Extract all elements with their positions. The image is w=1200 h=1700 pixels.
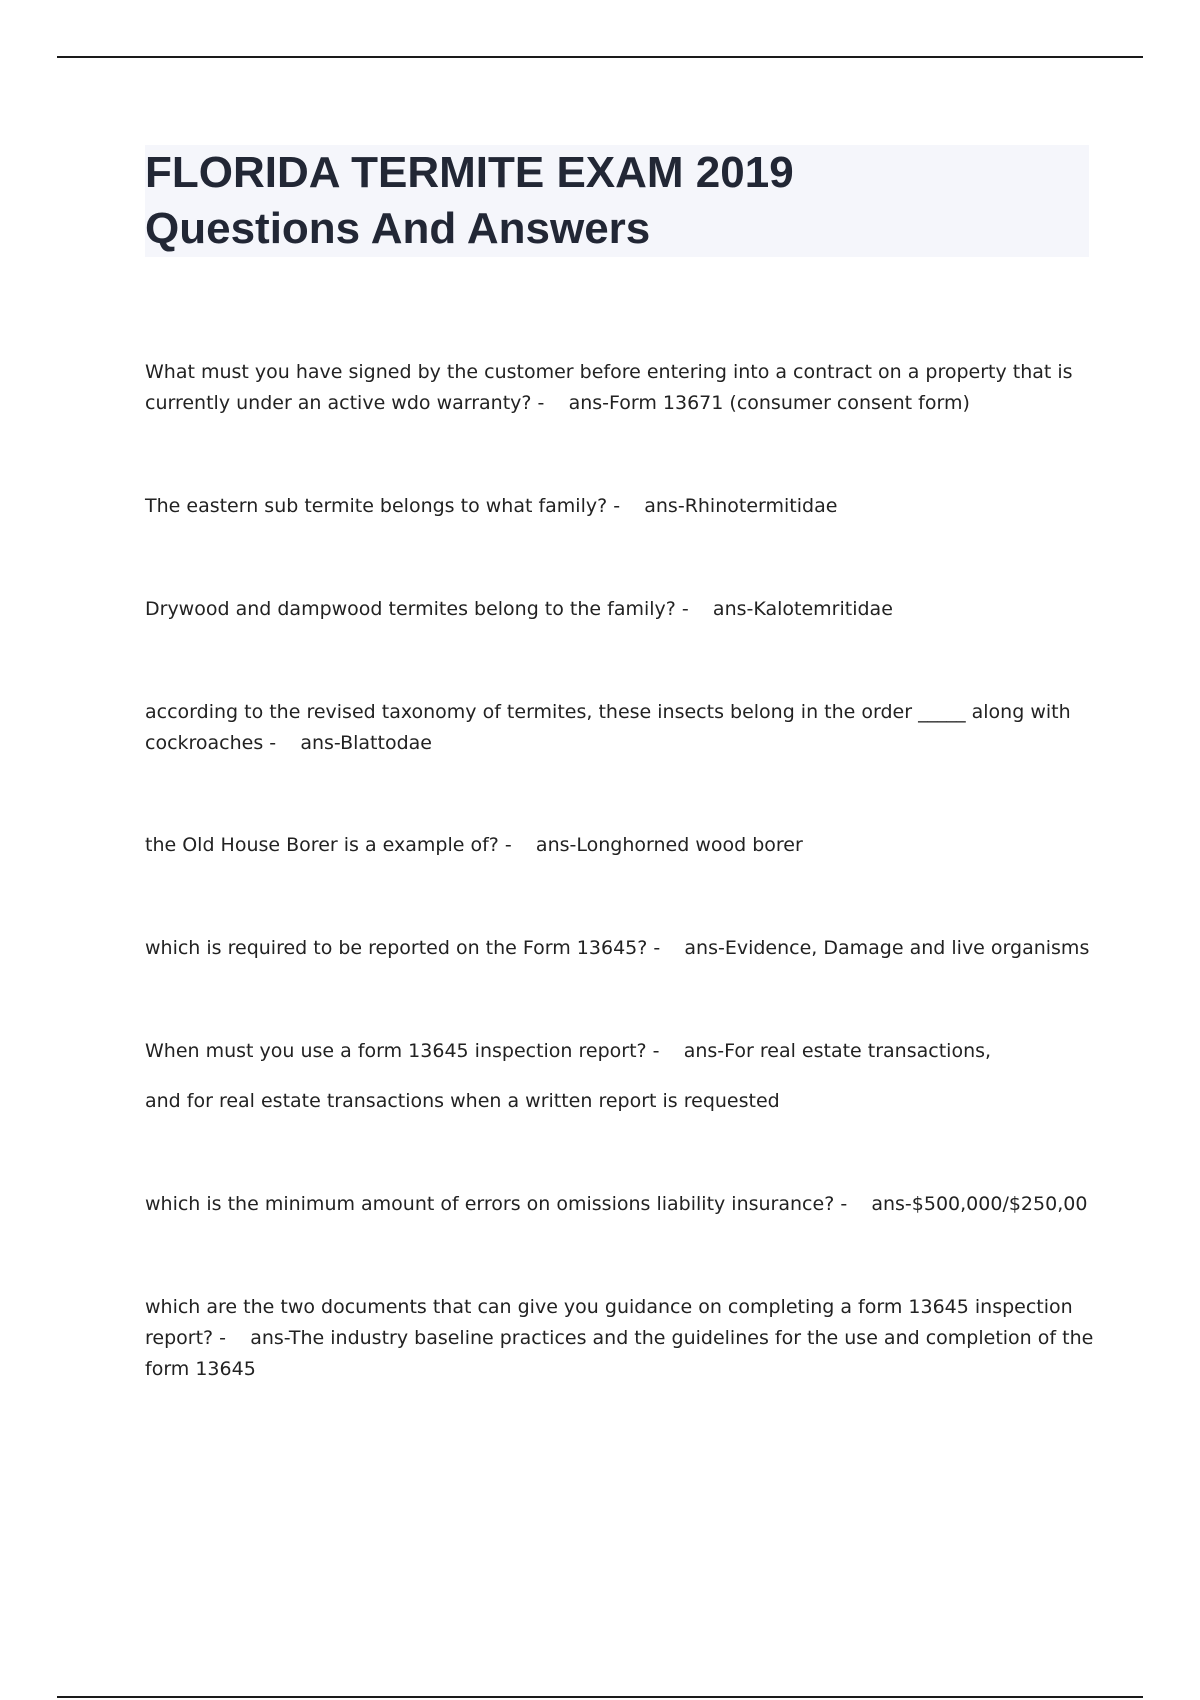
question-text: the Old House Borer is a example of?: [145, 834, 499, 856]
answer-text: ans-Longhorned wood borer: [535, 834, 803, 856]
separator: -: [498, 834, 536, 856]
separator: -: [675, 598, 713, 620]
question-text: which is required to be reported on the Form 13645?: [145, 937, 648, 959]
qa-item-4: [145, 697, 1095, 759]
separator: -: [213, 1327, 251, 1349]
bottom-rule: [57, 1696, 1143, 1698]
answer-text: ans-$500,000/$250,00: [871, 1193, 1088, 1215]
question-text: Drywood and dampwood termites belong to the family?: [145, 598, 676, 620]
separator: -: [834, 1193, 872, 1215]
answer-text: ans-Kalotemritidae: [712, 598, 893, 620]
qa-item-7: [145, 1036, 1095, 1117]
qa-item-9: [145, 1292, 1095, 1385]
separator: -: [646, 1040, 684, 1062]
answer-text: ans-Blattodae: [300, 732, 432, 754]
answer-text: ans-Evidence, Damage and live organisms: [684, 937, 1090, 959]
qa-item-6: [145, 933, 1095, 964]
question-text: The eastern sub termite belongs to what family?: [145, 495, 608, 517]
answer-text: ans-Rhinotermitidae: [644, 495, 838, 517]
qa-item-5: [145, 830, 1095, 861]
answer-continuation: and for real estate transactions when a written report is requested: [145, 1090, 780, 1112]
answer-text: ans-For real estate transactions,: [683, 1040, 992, 1062]
question-text: What must you have signed by the customer before entering into a contract on a property that is currently under an active wdo warranty?: [145, 361, 1073, 414]
qa-item-1: [145, 357, 1095, 419]
top-rule: [57, 56, 1143, 58]
separator: -: [647, 937, 685, 959]
question-text: according to the revised taxonomy of termites, these insects belong in the order _____ along with cockroaches: [145, 701, 1071, 754]
document-title: [145, 145, 1089, 257]
question-text: When must you use a form 13645 inspection report?: [145, 1040, 647, 1062]
title-line-1: FLORIDA TERMITE EXAM 2019: [145, 148, 794, 197]
separator: -: [531, 392, 569, 414]
answer-text: ans-The industry baseline practices and the guidelines for the use and completion of the form 13645: [145, 1327, 1094, 1380]
separator: -: [263, 732, 301, 754]
qa-item-2: [145, 491, 1095, 522]
separator: -: [607, 495, 645, 517]
title-line-2: Questions And Answers: [145, 204, 651, 253]
qa-item-3: [145, 594, 1095, 625]
qa-item-8: [145, 1189, 1095, 1220]
question-text: which is the minimum amount of errors on omissions liability insurance?: [145, 1193, 835, 1215]
answer-text: ans-Form 13671 (consumer consent form): [568, 392, 970, 414]
question-text: which are the two documents that can give you guidance on completing a form 13645 inspection report?: [145, 1296, 1073, 1349]
